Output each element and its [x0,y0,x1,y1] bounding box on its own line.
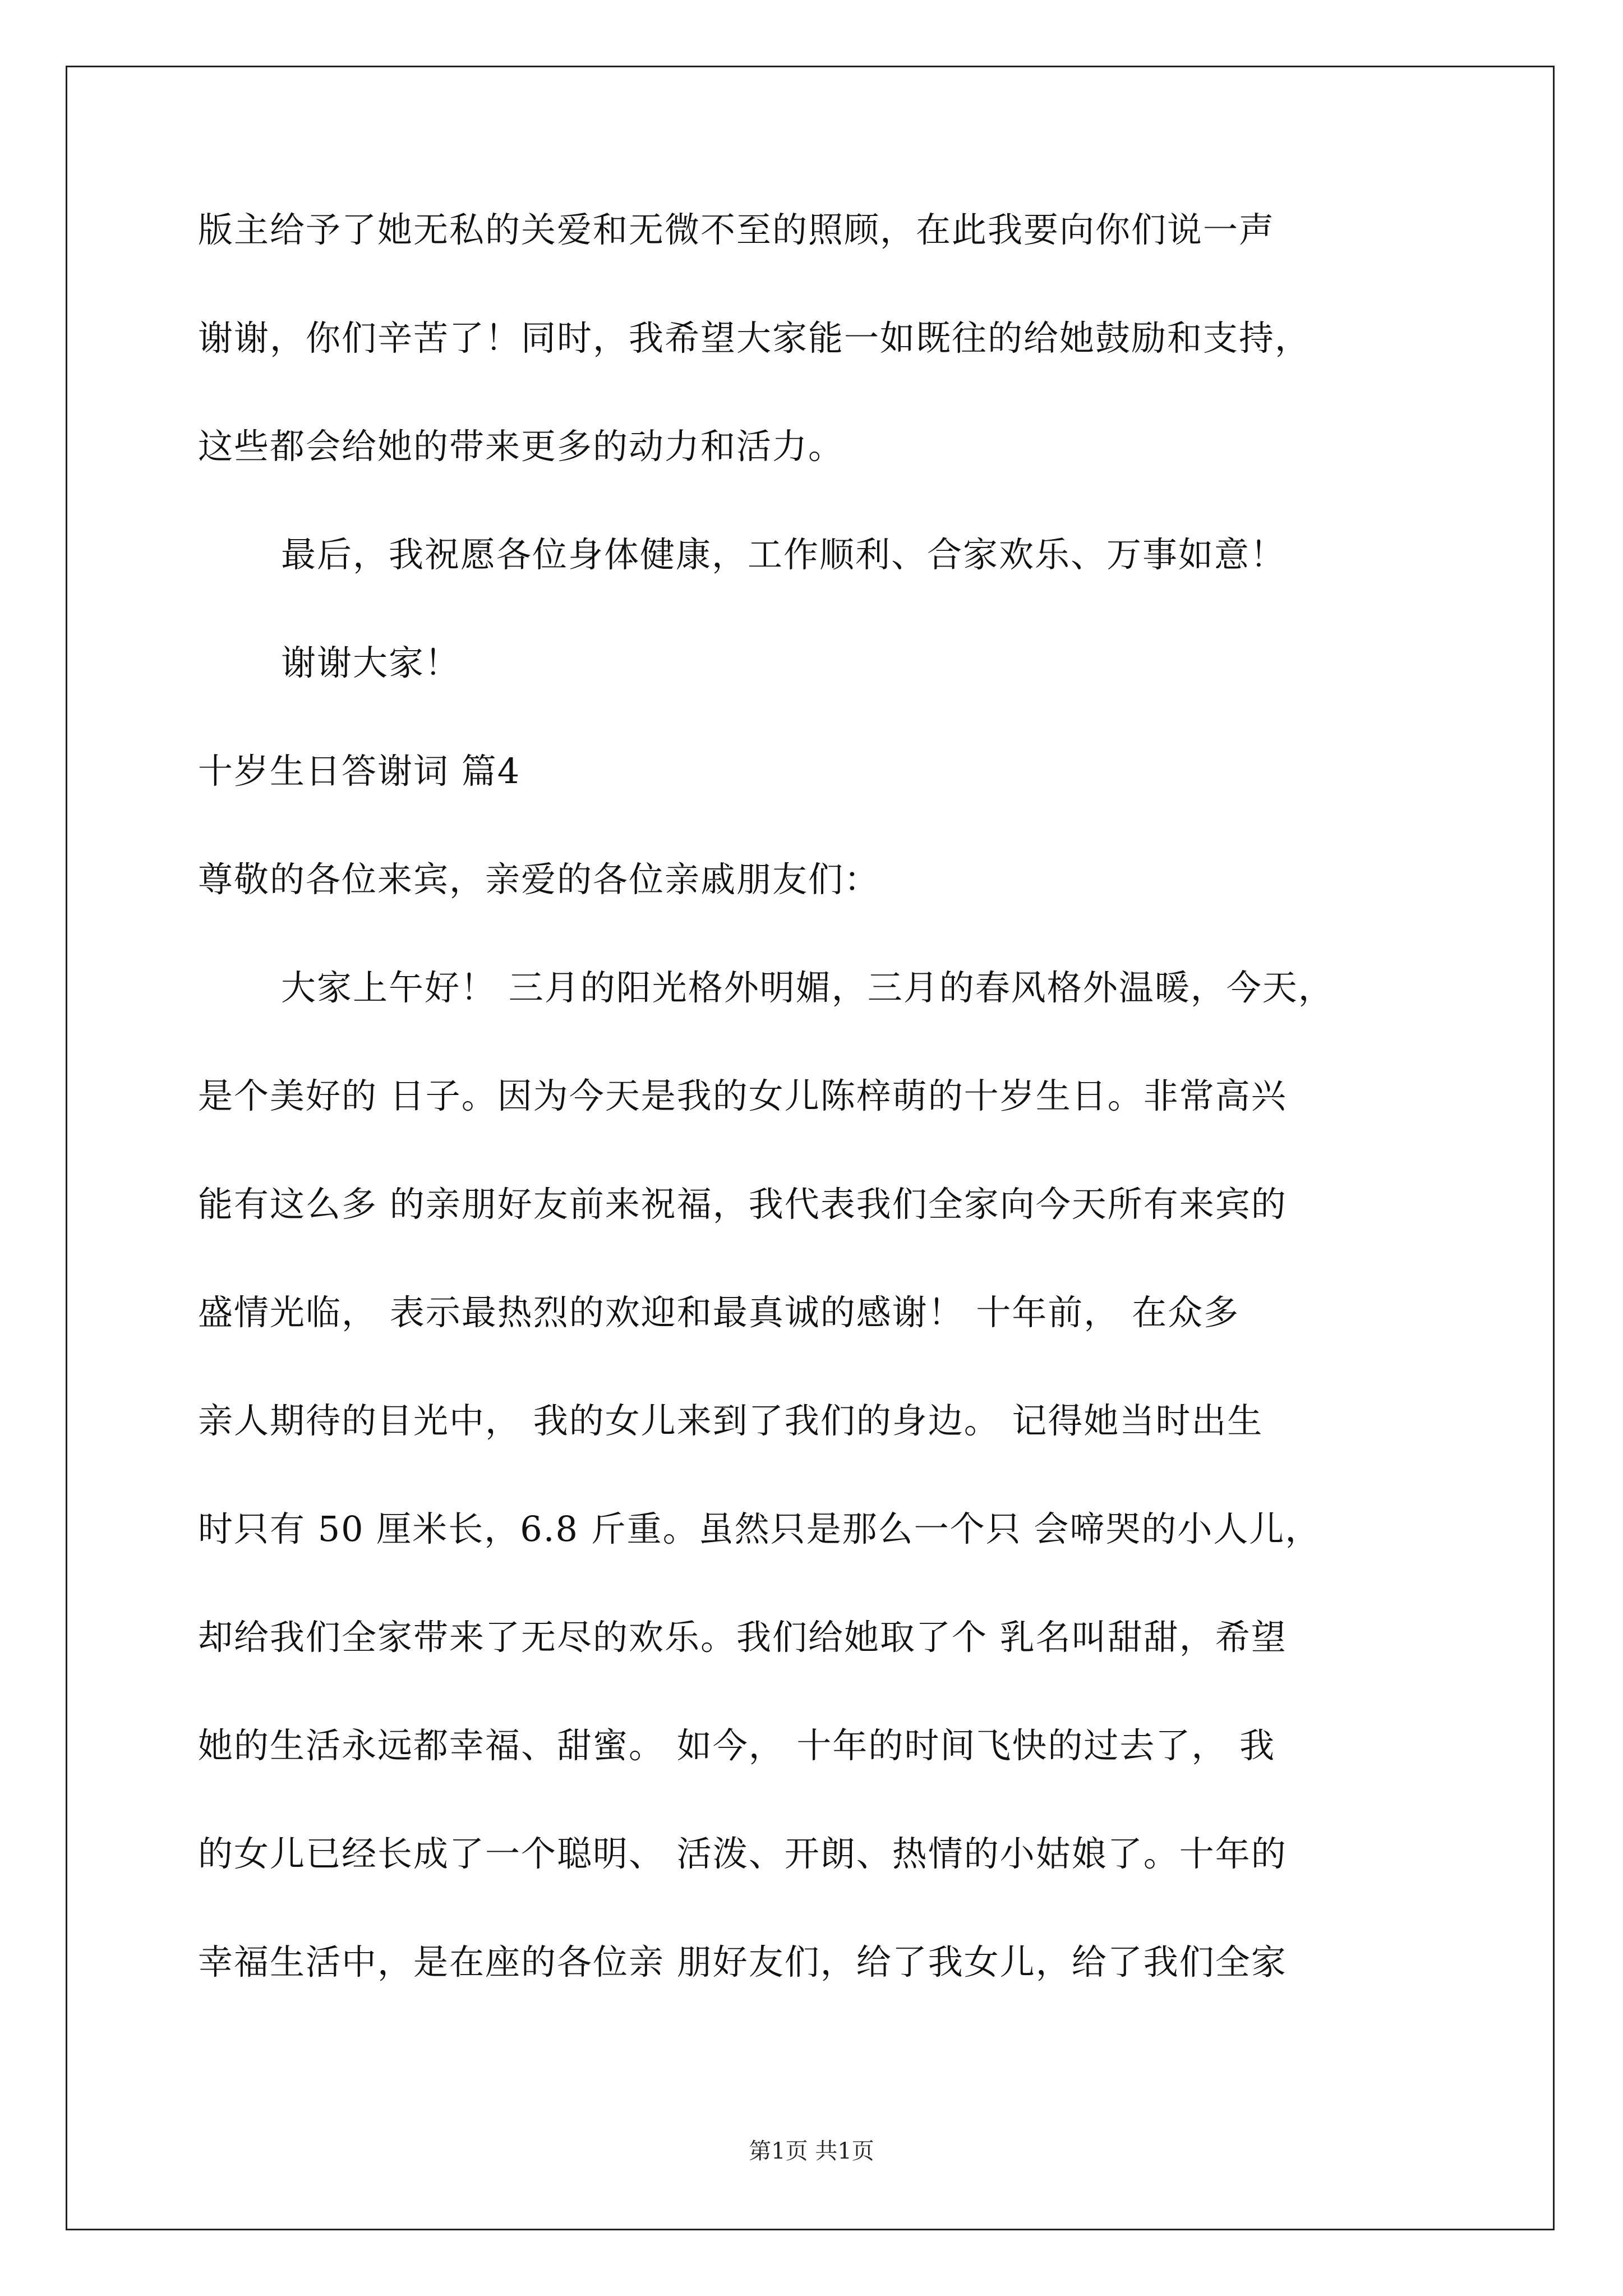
paragraph-line: 却给我们全家带来了无尽的欢乐。我们给她取了个 乳名叫甜甜，希望 [198,1617,1287,1658]
paragraph-line: 这些都会给她的带来更多的动力和活力。 [198,426,845,467]
salutation-line: 尊敬的各位来宾，亲爱的各位亲戚朋友们： [198,859,880,900]
document-body [198,209,1426,2049]
paragraph-line: 幸福生活中，是在座的各位亲 朋好友们，给了我女儿，给了我们全家 [198,1941,1287,1982]
paragraph-line: 的女儿已经长成了一个聪明、 活泼、开朗、热情的小姑娘了。十年的 [198,1833,1287,1874]
section-heading: 十岁生日答谢词 篇4 [198,751,521,792]
paragraph-line: 她的生活永远都幸福、甜蜜。 如今， 十年的时间飞快的过去了， 我 [198,1725,1276,1766]
paragraph-line: 盛情光临， 表示最热烈的欢迎和最真诚的感谢！ 十年前， 在众多 [198,1292,1240,1333]
paragraph-line: 版主给予了她无私的关爱和无微不至的照顾，在此我要向你们说一声 [198,209,1275,250]
paragraph-line: 谢谢，你们辛苦了！同时，我希望大家能一如既往的给她鼓励和支持， [198,318,1311,358]
paragraph-line: 亲人期待的目光中， 我的女儿来到了我们的身边。 记得她当时出生 [198,1400,1264,1441]
paragraph-line: 大家上午好！ 三月的阳光格外明媚，三月的春风格外温暖，今天， [281,967,1334,1008]
paragraph-line: 时只有 50 厘米长，6.8 斤重。虽然只是那么一个只 会啼哭的小人儿， [198,1508,1321,1549]
paragraph-line: 是个美好的 日子。因为今天是我的女儿陈梓萌的十岁生日。非常高兴 [198,1075,1287,1116]
paragraph-line: 最后，我祝愿各位身体健康，工作顺利、合家欢乐、万事如意！ [281,534,1287,575]
paragraph-line: 谢谢大家！ [281,642,461,683]
page-footer: 第1页 共1页 [749,2138,874,2164]
paragraph-line: 能有这么多 的亲朋好友前来祝福，我代表我们全家向今天所有来宾的 [198,1184,1287,1225]
